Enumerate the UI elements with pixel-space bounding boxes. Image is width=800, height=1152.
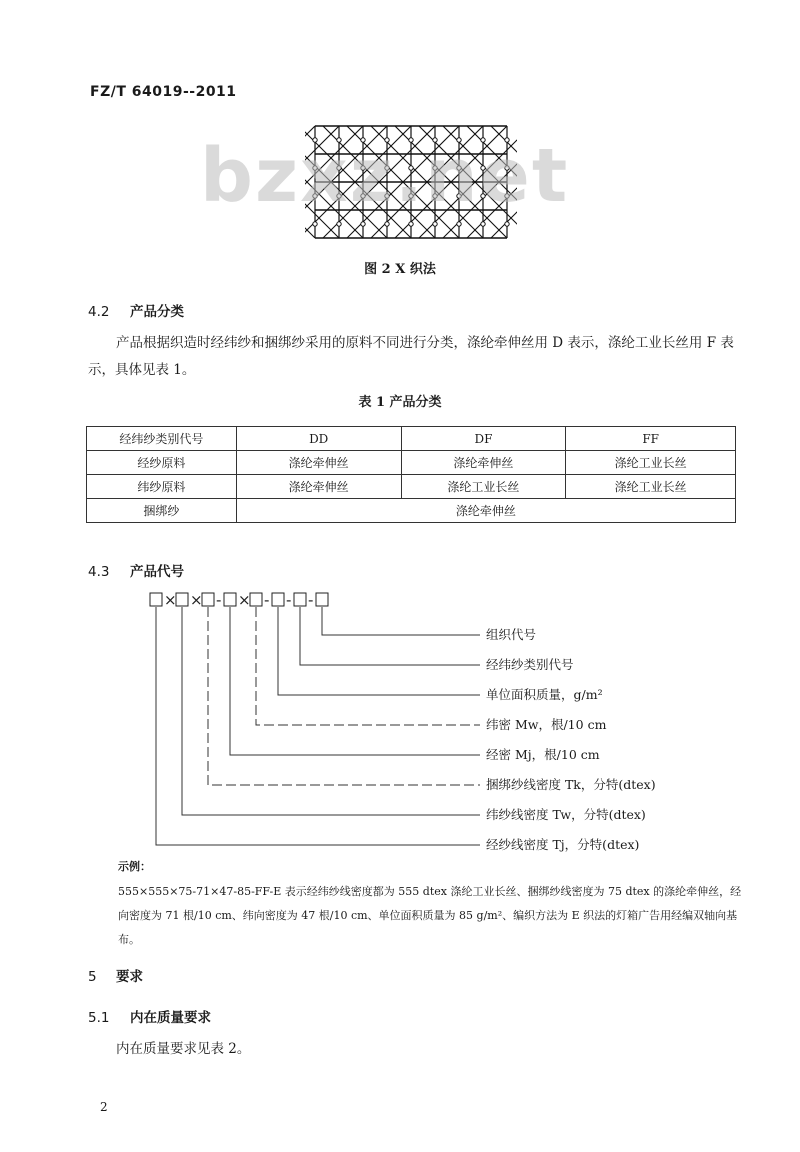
code-separator: × (238, 591, 251, 609)
code-separator: - (264, 591, 270, 609)
leader-line (300, 607, 480, 665)
table-cell: FF (566, 427, 736, 451)
section-title: 要求 (116, 969, 143, 985)
binding-point (409, 222, 413, 226)
code-label: 经密 Mj，根/10 cm (486, 747, 600, 762)
binding-point (361, 222, 365, 226)
code-label: 纬密 Mw，根/10 cm (486, 717, 607, 732)
table-cell: 涤纶工业长丝 (566, 451, 736, 475)
code-box (224, 593, 236, 606)
code-separator: - (216, 591, 222, 609)
binding-point (313, 222, 317, 226)
table-cell: 涤纶牵伸丝 (236, 451, 401, 475)
code-separator: - (286, 591, 292, 609)
code-box (272, 593, 284, 606)
code-label: 纬纱线密度 Tw，分特(dtex) (486, 807, 646, 822)
code-separator: - (308, 591, 314, 609)
table-cell: DD (236, 427, 401, 451)
table-row (87, 475, 736, 499)
standard-code: FZ/T 64019--2011 (90, 84, 237, 100)
section-number: 5.1 (88, 1010, 110, 1026)
table-cell: 经纱原料 (87, 451, 237, 475)
section-number: 5 (88, 969, 97, 985)
product-code-diagram (140, 585, 680, 855)
binding-point (433, 222, 437, 226)
code-separator: × (190, 591, 203, 609)
figure-caption: 图 2 X 织法 (364, 262, 436, 277)
section-heading-5-1 (88, 1006, 211, 1026)
binding-point (337, 222, 341, 226)
example-text: 555×555×75-71×47-85-FF-E 表示经纬纱线密度都为 555 dtex 涤纶工业长丝、捆绑纱线密度为 75 dtex 的涤纶牵伸丝，经向密度为 71 根/10 cm、纬向密度为 47 根/10 cm、单位面积质量为 85 g/m²、编织方法为 E 织法的灯箱广告用经编双轴向基布。 (118, 885, 742, 946)
section-heading-4-3 (88, 560, 184, 580)
paragraph-classification: 产品根据织造时经纬纱和捆绑纱采用的原料不同进行分类，涤纶牵伸丝用 D 表示，涤纶工业长丝用 F 表示，具体见表 1。 (88, 335, 734, 378)
code-label: 经纬纱类别代号 (486, 657, 574, 672)
section-title: 内在质量要求 (130, 1010, 211, 1026)
code-box (202, 593, 214, 606)
table-cell: 涤纶牵伸丝 (236, 499, 735, 523)
leader-line (208, 607, 480, 785)
table-cell: 纬纱原料 (87, 475, 237, 499)
code-box (294, 593, 306, 606)
table-row (87, 427, 736, 451)
table-cell: 涤纶工业长丝 (566, 475, 736, 499)
page-number: 2 (100, 1100, 108, 1114)
code-box (250, 593, 262, 606)
table-cell: 涤纶牵伸丝 (401, 451, 566, 475)
code-label: 捆绑纱线密度 Tk，分特(dtex) (486, 777, 656, 792)
leader-line (278, 607, 480, 695)
leader-line (182, 607, 480, 815)
table-row (87, 499, 736, 523)
table-cell: 涤纶工业长丝 (401, 475, 566, 499)
code-label: 经纱线密度 Tj，分特(dtex) (486, 837, 640, 852)
paragraph-quality: 内在质量要求见表 2。 (116, 1041, 251, 1057)
leader-line (322, 607, 480, 635)
binding-point (481, 222, 485, 226)
binding-point (385, 222, 389, 226)
section-heading-4-2 (88, 300, 184, 320)
table-row (87, 451, 736, 475)
code-box (176, 593, 188, 606)
product-classification-table (86, 426, 736, 523)
section-number: 4.3 (88, 564, 110, 580)
binding-point (505, 222, 509, 226)
example-title: 示例： (118, 860, 151, 873)
leader-line (156, 607, 480, 845)
section-number: 4.2 (88, 304, 110, 320)
code-label: 组织代号 (486, 627, 537, 642)
table-cell: 涤纶牵伸丝 (236, 475, 401, 499)
section-title: 产品分类 (130, 304, 184, 320)
code-box (150, 593, 162, 606)
section-heading-5 (88, 965, 143, 985)
table-caption: 表 1 产品分类 (358, 395, 442, 410)
leader-line (256, 607, 480, 725)
table-cell: 捆绑纱 (87, 499, 237, 523)
code-label: 单位面积质量，g/m² (486, 687, 603, 702)
section-title: 产品代号 (130, 564, 184, 580)
leader-line (230, 607, 480, 755)
table-cell: 经纬纱类别代号 (87, 427, 237, 451)
watermark: bzxz.net (200, 133, 570, 219)
code-box (316, 593, 328, 606)
code-separator: × (164, 591, 177, 609)
table-cell: DF (401, 427, 566, 451)
binding-point (457, 222, 461, 226)
